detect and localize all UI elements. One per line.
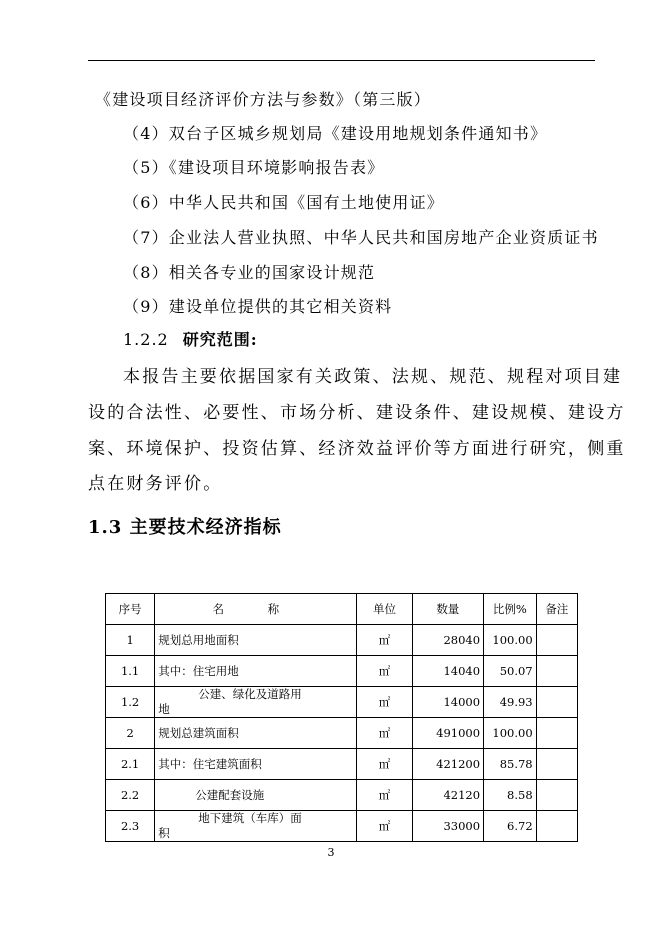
table-row (106, 780, 578, 811)
table-row (106, 687, 578, 718)
reference-line: （7）企业法人营业执照、中华人民共和国房地产企业资质证书 (123, 228, 599, 247)
cell-no: 2.3 (106, 811, 155, 842)
cell-name-line: 积 (158, 826, 170, 840)
table-row (106, 625, 578, 656)
cell-ratio: 100.00 (484, 718, 537, 749)
reference-line: 《建设项目经济评价方法与参数》（第三版） (95, 90, 432, 109)
subsection-title: 研究范围: (182, 330, 258, 349)
cell-ratio: 8.58 (484, 780, 537, 811)
header-qty: 数量 (412, 594, 483, 625)
table-row (106, 718, 578, 749)
cell-unit: ㎡ (357, 718, 412, 749)
paragraph-line: 设的合法性、必要性、市场分析、建设条件、建设规模、建设方 (88, 403, 626, 423)
cell-qty: 33000 (412, 811, 483, 842)
cell-unit: ㎡ (357, 780, 412, 811)
cell-ratio: 49.93 (484, 687, 537, 718)
cell-note (536, 687, 577, 718)
cell-note (536, 780, 577, 811)
cell-qty: 42120 (412, 780, 483, 811)
cell-name: 其中：住宅建筑面积 (155, 749, 357, 780)
paragraph-line: 案、环境保护、投资估算、经济效益评价等方面进行研究，侧重 (88, 439, 626, 459)
cell-unit: ㎡ (357, 811, 412, 842)
cell-ratio: 85.78 (484, 749, 537, 780)
cell-name: 公建配套设施 (155, 780, 357, 811)
cell-ratio: 100.00 (484, 625, 537, 656)
cell-qty: 491000 (412, 718, 483, 749)
table-row (106, 811, 578, 842)
cell-note (536, 718, 577, 749)
header-unit: 单位 (357, 594, 412, 625)
reference-line: （8）相关各专业的国家设计规范 (123, 263, 376, 282)
table-row (106, 656, 578, 687)
cell-qty: 421200 (412, 749, 483, 780)
cell-name (155, 687, 357, 718)
cell-no: 2.2 (106, 780, 155, 811)
cell-name-line: 公建、绿化及道路用 (198, 687, 302, 701)
cell-ratio: 50.07 (484, 656, 537, 687)
header-ratio: 比例% (484, 594, 537, 625)
table-header-row (106, 594, 578, 625)
cell-unit: ㎡ (357, 687, 412, 718)
reference-line: （4）双台子区城乡规划局《建设用地规划条件通知书》 (123, 124, 548, 143)
reference-line: （9）建设单位提供的其它相关资料 (123, 297, 393, 316)
reference-line: （5）《建设项目环境影响报告表》 (123, 158, 385, 177)
cell-note (536, 656, 577, 687)
header-rule (88, 60, 595, 61)
cell-no: 1.2 (106, 687, 155, 718)
section-heading: 1.3 主要技术经济指标 (88, 517, 282, 538)
table-row (106, 749, 578, 780)
paragraph-line: 点在财务评价。 (88, 474, 223, 494)
indicator-table (105, 593, 578, 842)
cell-note (536, 625, 577, 656)
header-no: 序号 (106, 594, 155, 625)
cell-name (155, 811, 357, 842)
reference-line: （6）中华人民共和国《国有土地使用证》 (123, 193, 444, 212)
page-number: 3 (327, 846, 335, 859)
cell-no: 2.1 (106, 749, 155, 780)
cell-name-line: 地 (158, 702, 170, 716)
subsection-number: 1.2.2 (123, 330, 169, 349)
cell-ratio: 6.72 (484, 811, 537, 842)
cell-name-line: 地下建筑（车库）面 (198, 811, 302, 825)
header-note: 备注 (536, 594, 577, 625)
cell-qty: 28040 (412, 625, 483, 656)
cell-no: 1 (106, 625, 155, 656)
paragraph-line: 本报告主要依据国家有关政策、法规、规范、规程对项目建 (123, 367, 623, 387)
cell-no: 2 (106, 718, 155, 749)
cell-name: 其中：住宅用地 (155, 656, 357, 687)
cell-name: 规划总用地面积 (155, 625, 357, 656)
cell-qty: 14040 (412, 656, 483, 687)
cell-note (536, 749, 577, 780)
cell-unit: ㎡ (357, 656, 412, 687)
cell-qty: 14000 (412, 687, 483, 718)
cell-name: 规划总建筑面积 (155, 718, 357, 749)
cell-note (536, 811, 577, 842)
subsection-heading (123, 327, 258, 350)
cell-unit: ㎡ (357, 749, 412, 780)
cell-unit: ㎡ (357, 625, 412, 656)
header-name: 名 称 (155, 594, 357, 625)
cell-no: 1.1 (106, 656, 155, 687)
